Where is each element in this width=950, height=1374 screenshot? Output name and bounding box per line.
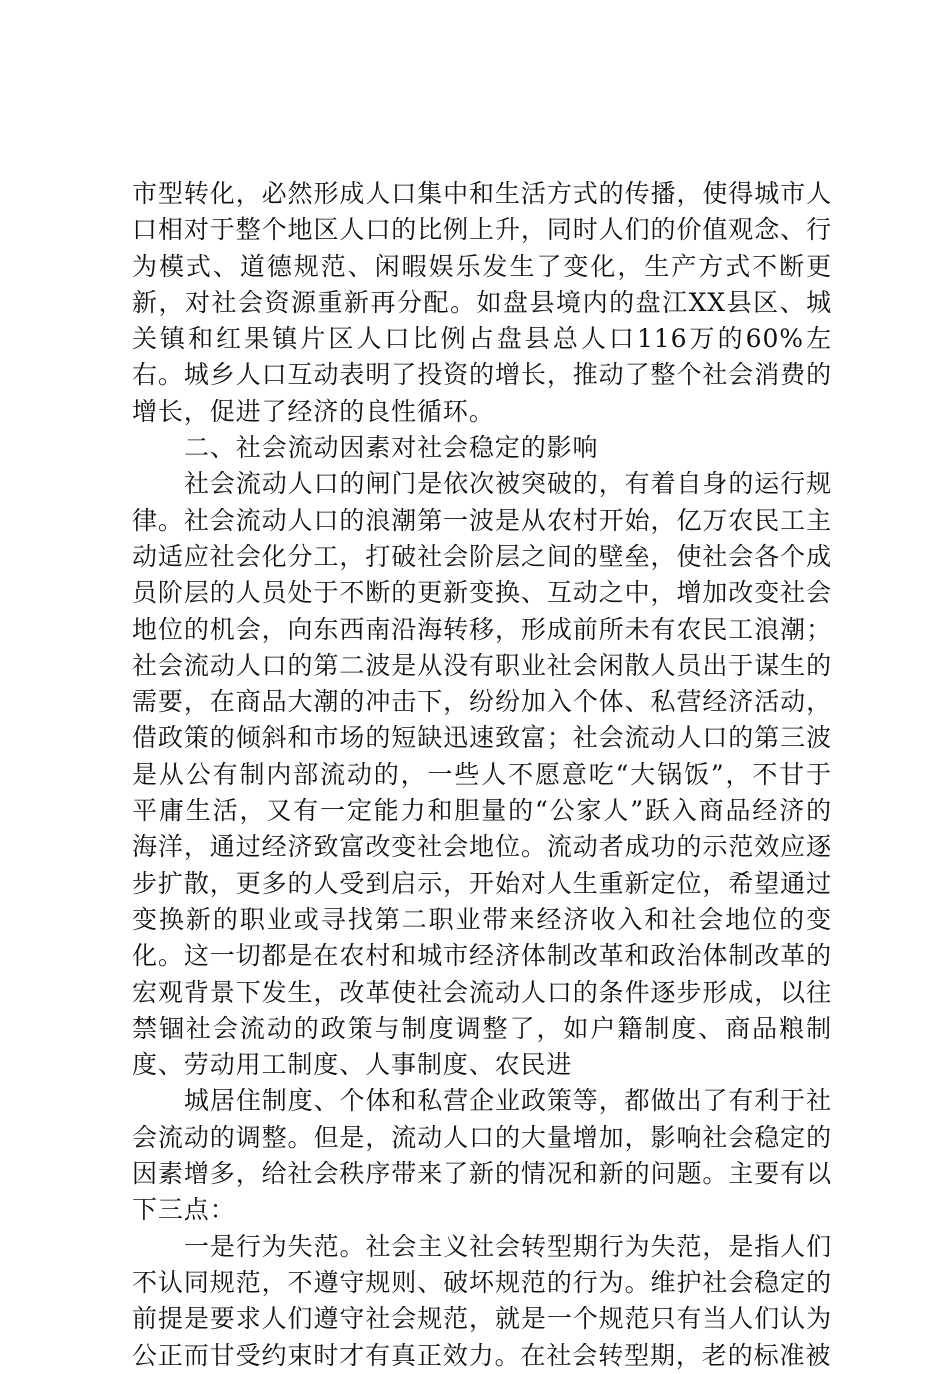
paragraph-5: 一是行为失范。社会主义社会转型期行为失范，是指人们不认同规范，不遵守规则、破坏规范的行为。维护社会稳定的前提是要求人们遵守社会规范，就是一个规范只有当人们认为公正而甘受约束时才有真正效力。在社会转型期，老的标准被 (132, 1231, 832, 1370)
paragraph-4: 城居住制度、个体和私营企业政策等，都做出了有利于社会流动的调整。但是，流动人口的大量增加，影响社会稳定的因素增多，给社会秩序带来了新的情况和新的问题。主要有以下三点： (132, 1086, 832, 1225)
paragraph-3: 社会流动人口的闸门是依次被突破的，有着自身的运行规律。社会流动人口的浪潮第一波是从农村开始，亿万农民工主动适应社会化分工，打破社会阶层之间的壁垒，使社会各个成员阶层的人员处于不断的更新变换、互动之中，增加改变社会地位的机会，向东西南沿海转移，形成前所未有农民工浪潮；社会流动人口的第二波是从没有职业社会闲散人员出于谋生的需要，在商品大潮的冲击下，纷纷加入个体、私营经济活动，借政策的倾斜和市场的短缺迅速致富；社会流动人口的第三波是从公有制内部流动的，一些人不愿意吃“大锅饭”，不甘于平庸生活，又有一定能力和胆量的“公家人”跃入商品经济的海洋，通过经济致富改变社会地位。流动者成功的示范效应逐步扩散，更多的人受到启示，开始对人生重新定位，希望通过变换新的职业或寻找第二职业带来经济收入和社会地位的变化。这一切都是在农村和城市经济体制改革和政治体制改革的宏观背景下发生，改革使社会流动人口的条件逐步形成，以往禁锢社会流动的政策与制度调整了，如户籍制度、商品粮制度、劳动用工制度、人事制度、农民进 (132, 469, 832, 1080)
paragraph-1: 市型转化，必然形成人口集中和生活方式的传播，使得城市人口相对于整个地区人口的比例上升，同时人们的价值观念、行为模式、道德规范、闲暇娱乐发生了变化，生产方式不断更新，对社会资源重新再分配。如盘县境内的盘江XX县区、城关镇和红果镇片区人口比例占盘县总人口116万的60%左右。城乡人口互动表明了投资的增长，推动了整个社会消费的增长，促进了经济的良性循环。 (132, 179, 832, 426)
document-body (132, 176, 832, 1374)
section-heading: 二、社会流动因素对社会稳定的影响 (184, 433, 599, 463)
